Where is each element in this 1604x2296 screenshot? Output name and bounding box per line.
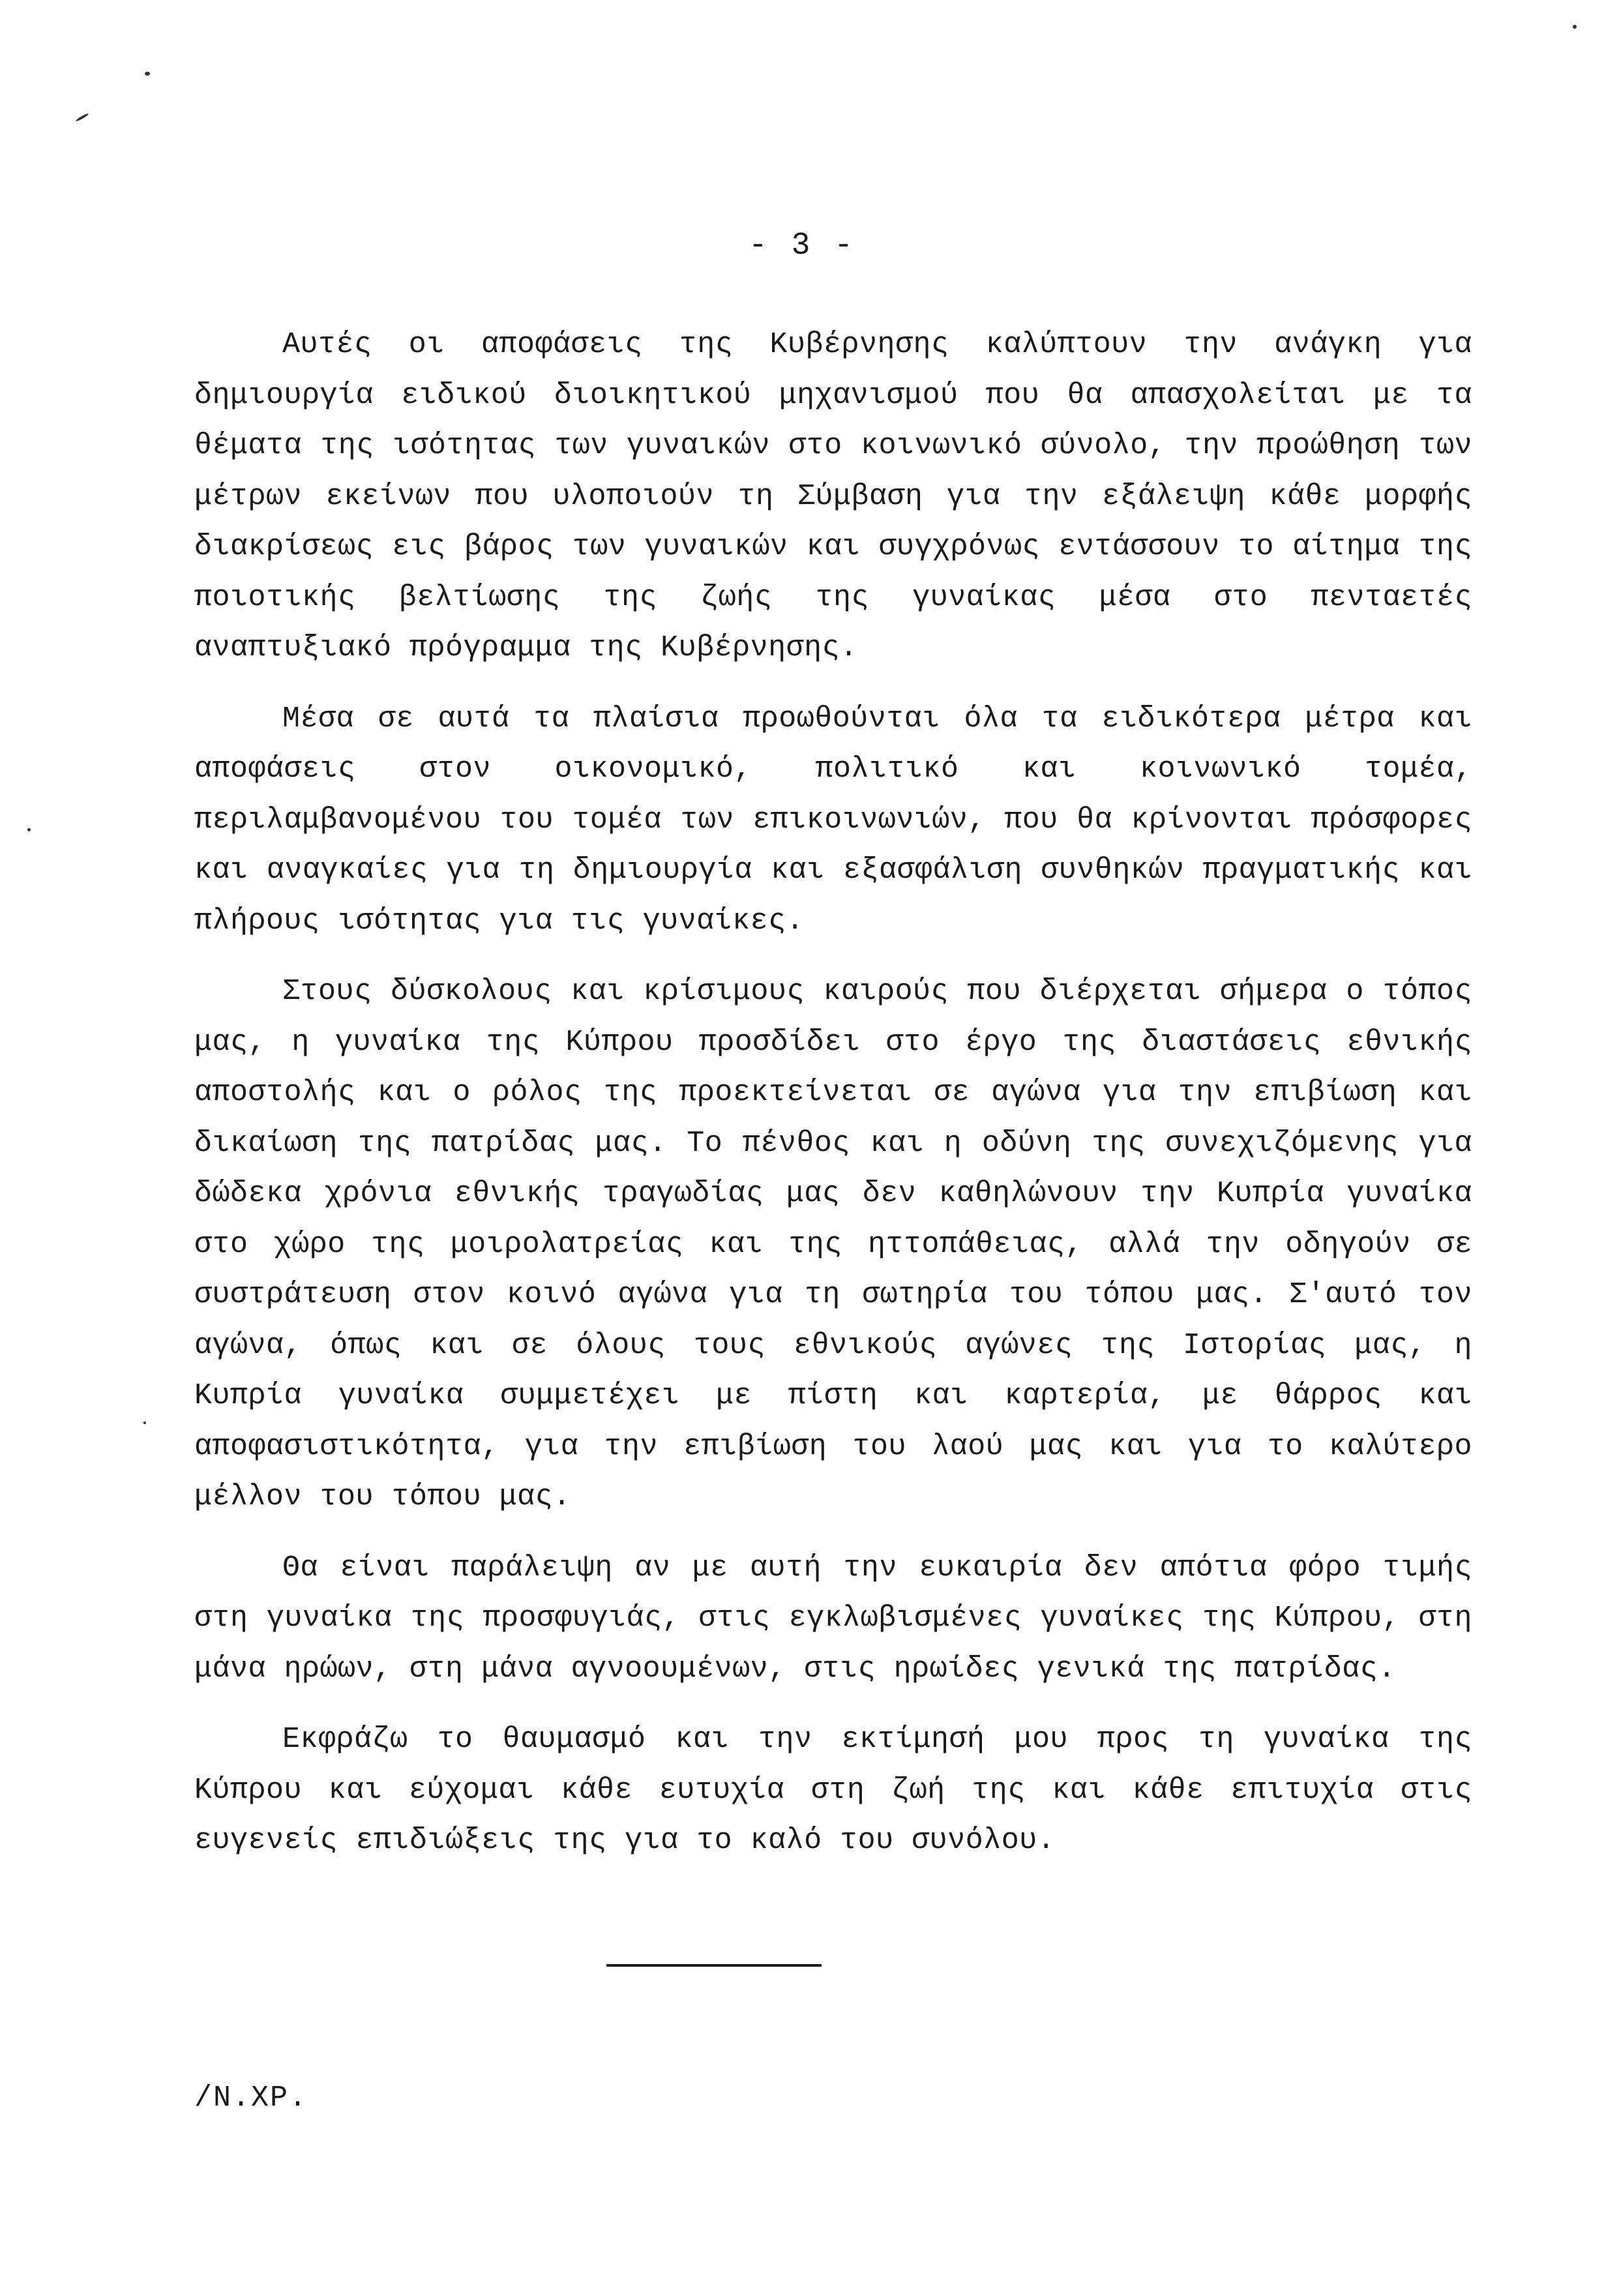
signature-rule xyxy=(606,1964,822,1967)
paragraph-5: Εκφράζω το θαυμασμό και την εκτίμησή μου προς τη γυναίκα της Κύπρου και εύχομαι κάθε ευτυχία στη ζωή της και κάθε επιτυχία στις ευγενείς επιδιώξεις της για το καλό του συνόλου. xyxy=(194,1723,1472,1857)
paragraph-1: Αυτές οι αποφάσεις της Κυβέρνησης καλύπτουν την ανάγκη για δημιουργία ειδικού διοικητικού μηχανισμού που θα απασχολείται με τα θέματα της ισότητας των γυναικών στο κοινωνικό σύνολο, την προώθηση των μέτρων εκείνων που υλοποιούν τη Σύμβαση για την εξάλειψη κάθε μορφής διακρίσεως εις βάρος των γυναικών και συγχρόνως εντάσσουν το αίτημα της ποιοτικής βελτίωσης της ζωής της γυναίκας μέσα στο πενταετές αναπτυξιακό πρόγραμμα της Κυβέρνησης. xyxy=(194,328,1472,664)
signature-initials: /Ν.ΧΡ. xyxy=(194,2081,308,2115)
scan-speck xyxy=(143,1422,146,1424)
page-number: - 3 - xyxy=(748,228,856,263)
document-body xyxy=(194,320,1472,1866)
scan-speck xyxy=(75,113,89,122)
paragraph-2: Μέσα σε αυτά τα πλαίσια προωθούνται όλα τα ειδικότερα μέτρα και αποφάσεις στον οικονομικό, πολιτικό και κοινωνικό τομέα, περιλαμβανομένου του τομέα των επικοινωνιών, που θα κρίνονται πρόσφορες και αναγκαίες για τη δημιουργία και εξασφάλιση συνθηκών πραγματικής και πλήρους ισότητας για τις γυναίκες. xyxy=(194,702,1472,938)
scan-speck xyxy=(27,828,31,831)
scan-speck xyxy=(145,72,150,76)
scan-speck xyxy=(1573,25,1577,29)
paragraph-3: Στους δύσκολους και κρίσιμους καιρούς που διέρχεται σήμερα ο τόπος μας, η γυναίκα της Κύπρου προσδίδει στο έργο της διαστάσεις εθνικής αποστολής και ο ρόλος της προεκτείνεται σε αγώνα για την επιβίωση και δικαίωση της πατρίδας μας. Το πένθος και η οδύνη της συνεχιζόμενης για δώδεκα χρόνια εθνικής τραγωδίας μας δεν καθηλώνουν την Κυπρία γυναίκα στο χώρο της μοιρολατρείας και της ηττοπάθειας, αλλά την οδηγούν σε συστράτευση στον κοινό αγώνα για τη σωτηρία του τόπου μας. Σ'αυτό τον αγώνα, όπως και σε όλους τους εθνικούς αγώνες της Ιστορίας μας, η Κυπρία γυναίκα συμμετέχει με πίστη και καρτερία, με θάρρος και αποφασιστικότητα, για την επιβίωση του λαού μας και για το καλύτερο μέλλον του τόπου μας. xyxy=(194,975,1472,1513)
paragraph-4: Θα είναι παράλειψη αν με αυτή την ευκαιρία δεν απότια φόρο τιμής στη γυναίκα της προσφυγιάς, στις εγκλωβισμένες γυναίκες της Κύπρου, στη μάνα ηρώων, στη μάνα αγνοουμένων, στις ηρωίδες γενικά της πατρίδας. xyxy=(194,1551,1472,1686)
